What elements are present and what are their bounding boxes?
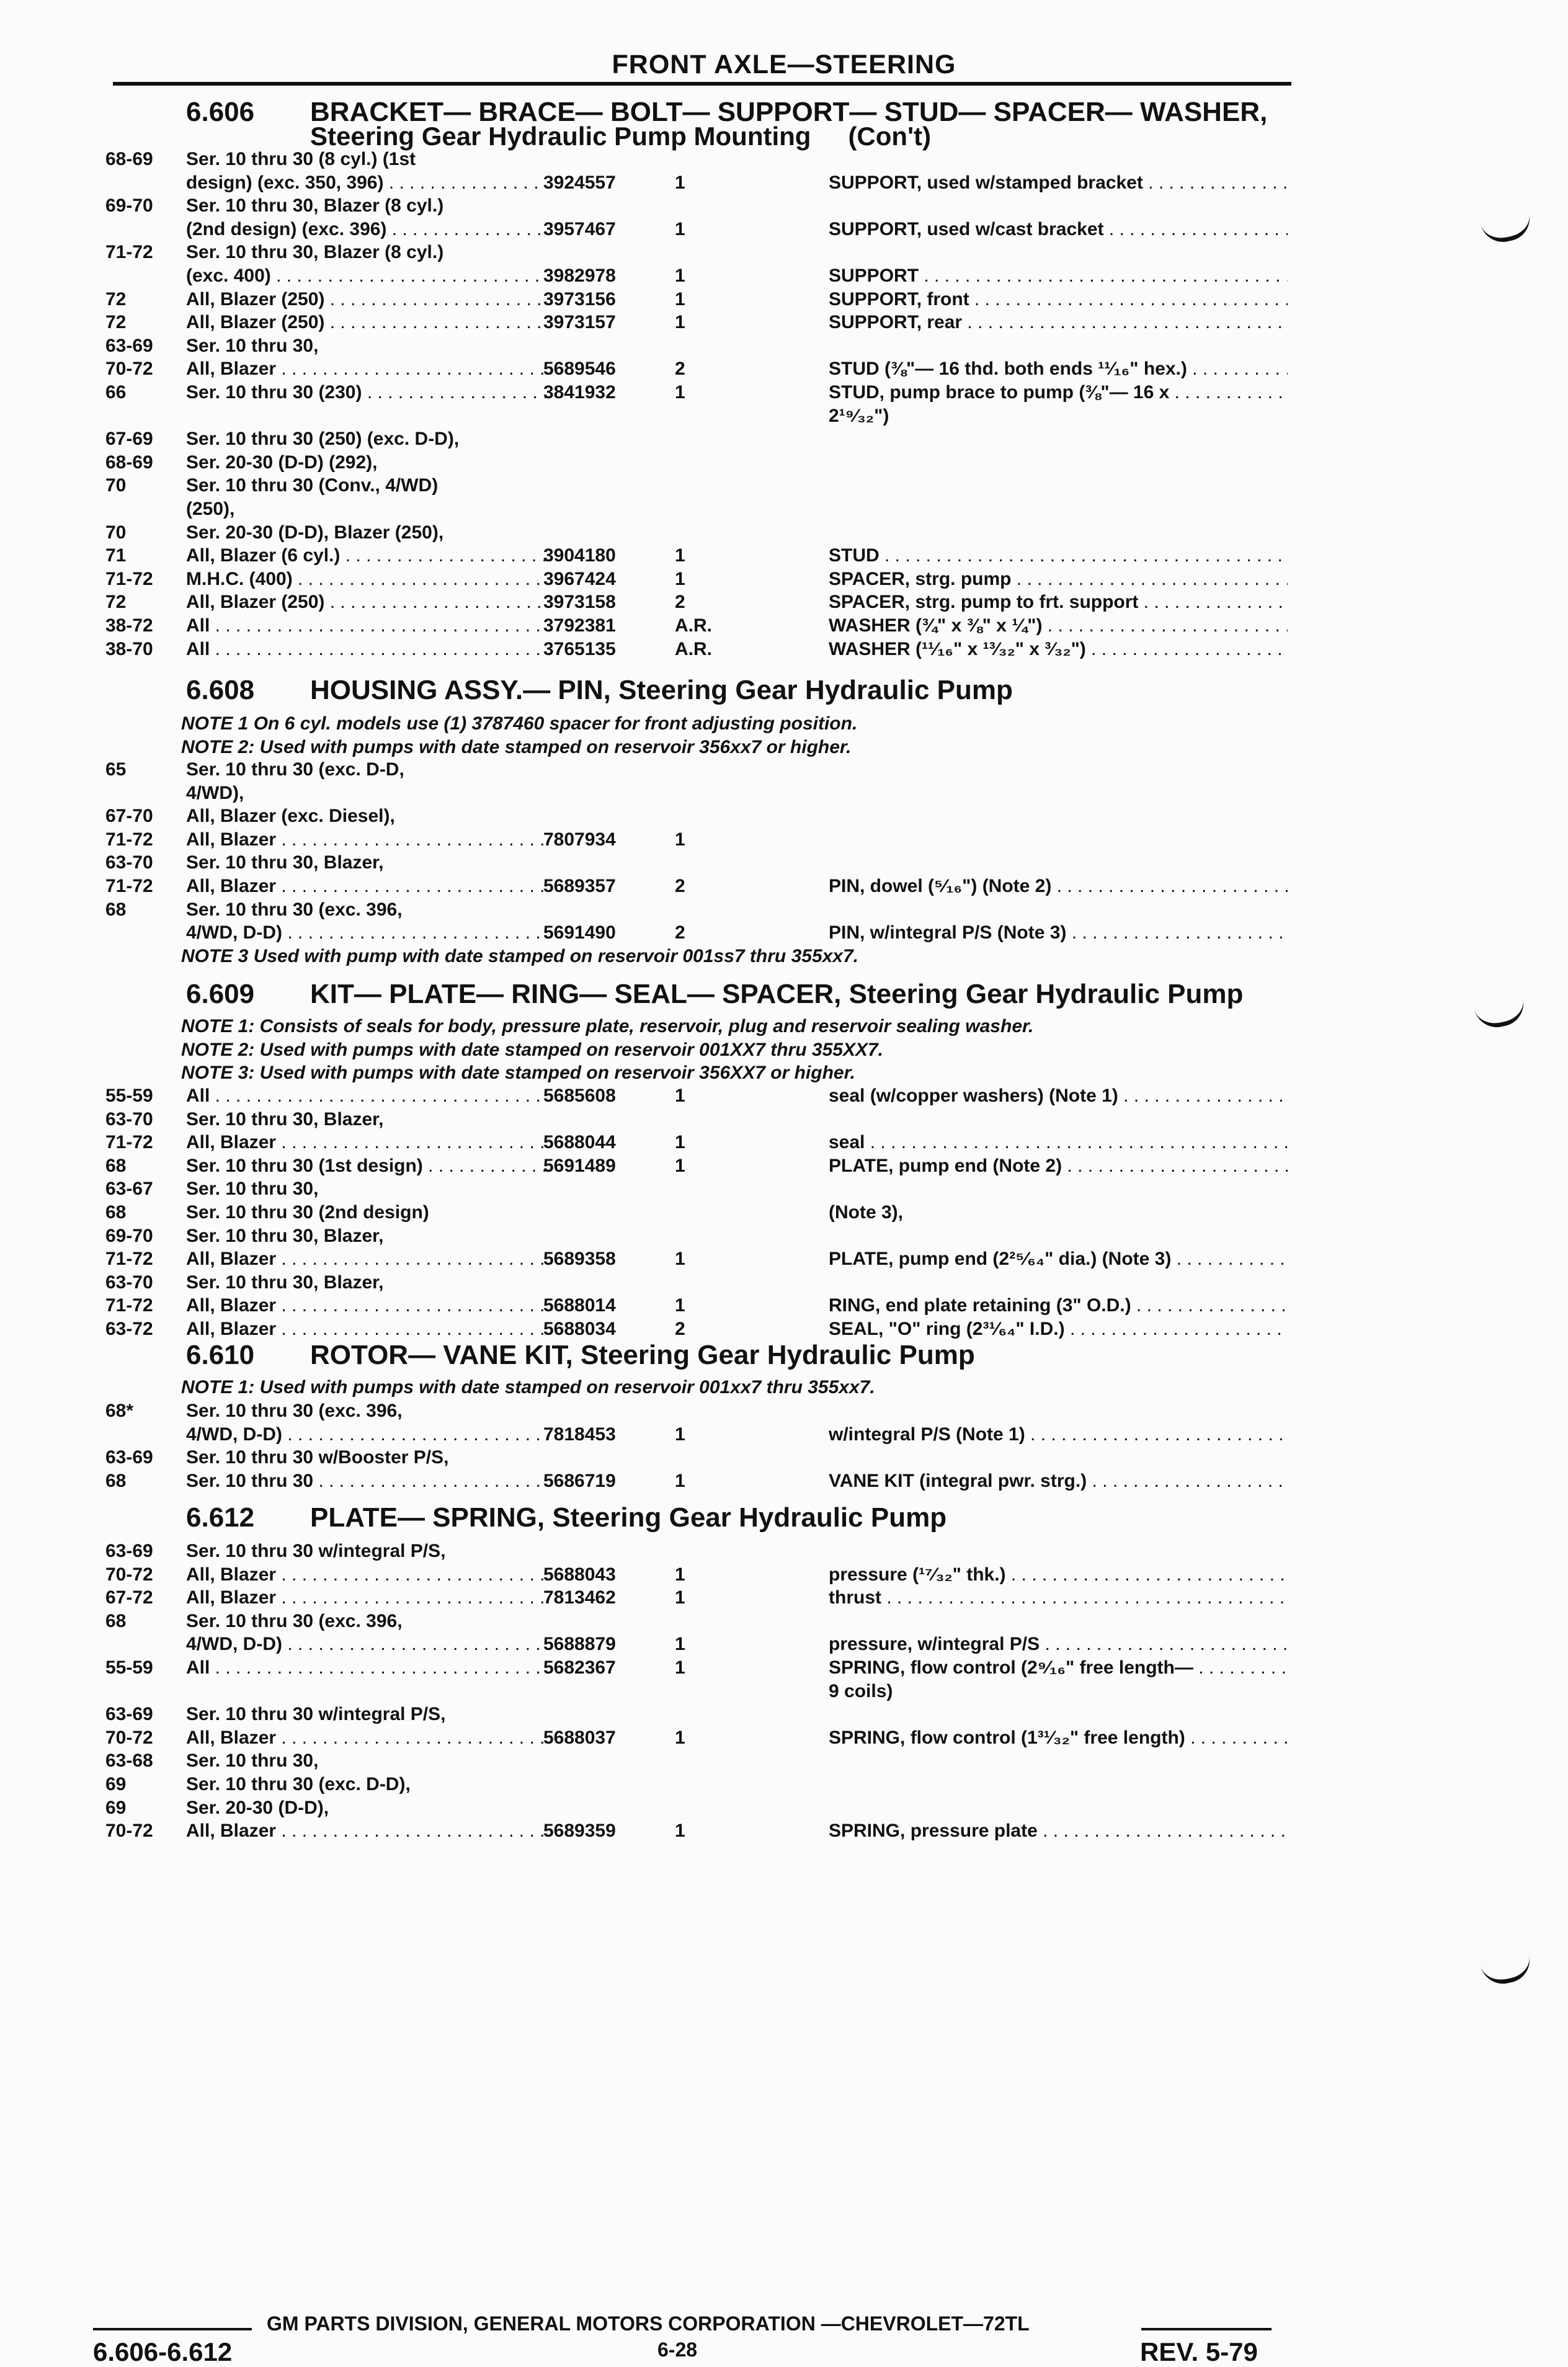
quantity: 1 <box>675 1821 685 1842</box>
part-number: 5688043 <box>543 1564 616 1585</box>
application: All, Blazer . . . <box>186 1132 546 1153</box>
application: Ser. 20-30 (D-D), <box>186 1797 329 1818</box>
application: All, Blazer . . . <box>186 1249 546 1270</box>
part-description: thrust . . . <box>829 1587 1288 1608</box>
parts-row <box>0 1085 1568 1109</box>
parts-row <box>0 149 1568 172</box>
parts-row <box>0 1249 1568 1272</box>
model-years: 68 <box>105 899 127 920</box>
part-description: WASHER (¾" x ⅜" x ¼") . . . <box>829 615 1288 636</box>
parts-row <box>0 1319 1568 1342</box>
application: All, Blazer (250) . . . <box>186 592 546 613</box>
model-years: 63-67 <box>105 1179 153 1200</box>
parts-row <box>0 265 1568 289</box>
model-years: 71-72 <box>105 876 153 896</box>
quantity: 1 <box>675 545 685 566</box>
part-number: 3982978 <box>543 265 616 286</box>
model-years: 63-69 <box>105 1704 153 1725</box>
section-note: NOTE 2: Used with pumps with date stamped on reservoir 356xx7 or higher. <box>181 736 852 757</box>
parts-row <box>0 922 1568 946</box>
quantity: 1 <box>675 829 685 850</box>
application: All . . . <box>186 1085 546 1107</box>
section-note: NOTE 3: Used with pumps with date stamped on reservoir 356XX7 or higher. <box>181 1063 855 1084</box>
part-description: PLATE, pump end (2²⁵⁄₆₄" dia.) (Note 3) . . . <box>829 1249 1288 1270</box>
model-years: 68-69 <box>105 149 153 169</box>
model-years: 67-70 <box>105 806 153 827</box>
application: M.H.C. (400) . . . <box>186 569 546 590</box>
part-description: pressure (¹⁷⁄₃₂" thk.) . . . <box>829 1564 1288 1585</box>
parts-row <box>0 1798 1568 1821</box>
application: Ser. 10 thru 30 . . . <box>186 1471 546 1492</box>
application: Ser. 10 thru 30, <box>186 1750 319 1772</box>
application: Ser. 10 thru 30 (8 cyl.) (1st <box>186 149 416 169</box>
part-number: 7807934 <box>543 829 616 850</box>
application: Ser. 20-30 (D-D), Blazer (250), <box>186 522 444 543</box>
parts-row <box>0 172 1568 196</box>
parts-row <box>0 1657 1568 1681</box>
application: All, Blazer (6 cyl.) . . . <box>186 545 546 566</box>
parts-row <box>0 1471 1568 1494</box>
parts-row <box>0 615 1568 639</box>
part-number: 5688879 <box>543 1634 616 1655</box>
model-years: 72 <box>105 312 127 333</box>
part-number: 5691489 <box>543 1155 616 1176</box>
part-description: SUPPORT, used w/cast bracket . . . <box>829 219 1288 240</box>
quantity: 2 <box>675 876 685 896</box>
part-description: w/integral P/S (Note 1) . . . <box>829 1424 1288 1445</box>
part-description: PIN, w/integral P/S (Note 3) . . . <box>829 922 1288 943</box>
part-description: SPACER, strg. pump . . . <box>829 569 1288 590</box>
application: (exc. 400) . . . <box>186 265 546 287</box>
model-years: 63-70 <box>105 1108 153 1130</box>
application: Ser. 10 thru 30, Blazer (8 cyl.) <box>186 242 444 263</box>
part-number: 3904180 <box>543 545 616 566</box>
application: design) (exc. 350, 396) . . . <box>186 172 546 194</box>
section-title: BRACKET— BRACE— BOLT— SUPPORT— STUD— SPACER— WASHER, <box>310 97 1268 127</box>
part-description: WASHER (¹¹⁄₁₆" x ¹³⁄₃₂" x ³⁄₃₂") . . . <box>829 639 1288 660</box>
footer-section-range: 6.606-6.612 <box>93 2337 233 2366</box>
part-number: 3973157 <box>543 312 616 333</box>
quantity: 2 <box>675 1319 685 1339</box>
part-description: PLATE, pump end (Note 2) . . . <box>829 1156 1288 1177</box>
model-years: 71-72 <box>105 1249 153 1270</box>
quantity: 2 <box>675 359 685 380</box>
parts-row <box>0 1226 1568 1249</box>
application: All . . . <box>186 1657 546 1678</box>
part-description: STUD (⅜"— 16 thd. both ends ¹¹⁄₁₆" hex.) . . . <box>829 359 1288 380</box>
part-description: SUPPORT, front . . . <box>829 289 1288 310</box>
part-number: 5688044 <box>543 1132 616 1153</box>
part-number: 3765135 <box>543 638 616 659</box>
part-description: SPRING, flow control (2⁹⁄₁₆" free length— . . . <box>829 1657 1288 1678</box>
section-subtitle-line <box>310 122 931 151</box>
part-number: 7818453 <box>543 1424 616 1445</box>
margin-mark <box>1481 1955 1534 1988</box>
parts-row <box>0 1704 1568 1727</box>
application: All, Blazer . . . <box>186 1727 546 1749</box>
part-number: 3973156 <box>543 288 616 310</box>
parts-row <box>0 569 1568 592</box>
parts-row <box>0 1774 1568 1798</box>
footer-page-number: 6-28 <box>657 2338 698 2361</box>
parts-row <box>0 429 1568 452</box>
part-number: 5689357 <box>543 876 616 896</box>
parts-row <box>0 1681 1568 1705</box>
model-years: 69 <box>105 1797 127 1818</box>
section-note: NOTE 3 Used with pump with date stamped on reservoir 001ss7 thru 355xx7. <box>181 945 859 966</box>
parts-row <box>0 1179 1568 1202</box>
application: Ser. 10 thru 30, Blazer, <box>186 852 384 873</box>
quantity: 1 <box>675 218 685 239</box>
section-number: 6.612 <box>186 1502 255 1533</box>
application: Ser. 10 thru 30, <box>186 335 319 356</box>
part-description: seal . . . <box>829 1132 1288 1153</box>
model-years: 71-72 <box>105 1132 153 1153</box>
application: All, Blazer . . . <box>186 359 546 380</box>
parts-row <box>0 452 1568 476</box>
part-description: SUPPORT, rear . . . <box>829 312 1288 333</box>
quantity: 1 <box>675 288 685 310</box>
model-years: 69-70 <box>105 1225 153 1246</box>
model-years: 70-72 <box>105 1727 153 1748</box>
parts-row <box>0 852 1568 876</box>
section-title: ROTOR— VANE KIT, Steering Gear Hydraulic Pump <box>310 1340 975 1370</box>
application: Ser. 10 thru 30 (exc. 396, <box>186 1401 403 1421</box>
footer-revision: REV. 5-79 <box>1140 2337 1258 2366</box>
model-years: 65 <box>105 759 127 780</box>
model-years: 70 <box>105 475 127 496</box>
model-years: 63-69 <box>105 1541 153 1561</box>
part-description: STUD, pump brace to pump (⅜"— 16 x . . . <box>829 382 1288 403</box>
quantity: A.R. <box>675 615 712 636</box>
continued-label: (Con't) <box>848 122 932 151</box>
model-years: 38-72 <box>105 615 153 636</box>
parts-row <box>0 242 1568 265</box>
part-number: 7813462 <box>543 1587 616 1608</box>
part-number: 5691490 <box>543 922 616 943</box>
quantity: 1 <box>675 1295 685 1316</box>
quantity: 1 <box>675 1249 685 1270</box>
part-description: STUD . . . <box>829 545 1288 566</box>
parts-row <box>0 545 1568 569</box>
section-title: HOUSING ASSY.— PIN, Steering Gear Hydraulic Pump <box>310 675 1013 705</box>
application: All, Blazer . . . <box>186 1295 546 1316</box>
parts-row <box>0 1401 1568 1424</box>
application: All, Blazer . . . <box>186 829 546 850</box>
application: All, Blazer . . . <box>186 1821 546 1842</box>
part-description: SPRING, flow control (1³¹⁄₃₂" free length) . . . <box>829 1727 1288 1749</box>
quantity: A.R. <box>675 638 712 659</box>
model-years: 69-70 <box>105 195 153 216</box>
model-years: 38-70 <box>105 638 153 659</box>
parts-row <box>0 195 1568 219</box>
section-heading <box>186 675 1013 706</box>
section-title: KIT— PLATE— RING— SEAL— SPACER, Steering Gear Hydraulic Pump <box>310 979 1244 1009</box>
application: All, Blazer . . . <box>186 1319 546 1340</box>
part-description: seal (w/copper washers) (Note 1) . . . <box>829 1085 1288 1107</box>
model-years: 55-59 <box>105 1657 153 1678</box>
footer-rule-left <box>93 2328 252 2330</box>
parts-row <box>0 1587 1568 1611</box>
parts-row <box>0 359 1568 382</box>
quantity: 1 <box>675 568 685 589</box>
model-years: 55-59 <box>105 1085 153 1106</box>
parts-row <box>0 219 1568 243</box>
part-description: PIN, dowel (⁵⁄₁₆") (Note 2) . . . <box>829 876 1288 897</box>
part-number: 5682367 <box>543 1657 616 1678</box>
application: Ser. 10 thru 30 (2nd design) <box>186 1202 429 1223</box>
model-years: 69 <box>105 1774 127 1794</box>
section-note: NOTE 1: Consists of seals for body, pressure plate, reservoir, plug and reservoir sealing washer. <box>181 1016 1034 1036</box>
section-subtitle: Steering Gear Hydraulic Pump Mounting <box>310 122 811 151</box>
part-number: 3924557 <box>543 172 616 193</box>
model-years: 68 <box>105 1155 127 1176</box>
part-description: 2¹⁹⁄₃₂") <box>829 405 889 426</box>
parts-row <box>0 1564 1568 1588</box>
section-note: NOTE 1 On 6 cyl. models use (1) 3787460 spacer for front adjusting position. <box>181 713 858 734</box>
model-years: 67-72 <box>105 1587 153 1608</box>
application: (2nd design) (exc. 396) . . . <box>186 219 546 240</box>
parts-row <box>0 806 1568 829</box>
quantity: 1 <box>675 1470 685 1491</box>
application: Ser. 10 thru 30 (230) . . . <box>186 382 546 403</box>
parts-row <box>0 1295 1568 1319</box>
part-number: 5689358 <box>543 1249 616 1270</box>
parts-row <box>0 1634 1568 1657</box>
parts-row <box>0 1132 1568 1156</box>
application: 4/WD, D-D) . . . <box>186 922 546 943</box>
part-description: RING, end plate retaining (3" O.D.) . . . <box>829 1295 1288 1316</box>
quantity: 1 <box>675 172 685 193</box>
part-number: 5688034 <box>543 1319 616 1339</box>
model-years: 63-69 <box>105 335 153 356</box>
quantity: 1 <box>675 265 685 286</box>
part-number: 5688014 <box>543 1295 616 1316</box>
section-number: 6.610 <box>186 1340 255 1370</box>
part-number: 3792381 <box>543 615 616 636</box>
model-years: 68 <box>105 1610 127 1631</box>
part-description: (Note 3), <box>829 1202 903 1223</box>
model-years: 71 <box>105 545 127 566</box>
application: (250), <box>186 499 235 519</box>
application: Ser. 10 thru 30, <box>186 1179 319 1200</box>
model-years: 67-69 <box>105 429 153 450</box>
application: Ser. 10 thru 30 (250) (exc. D-D), <box>186 429 460 450</box>
model-years: 71-72 <box>105 1295 153 1316</box>
model-years: 70-72 <box>105 1821 153 1842</box>
section-number: 6.606 <box>186 97 255 127</box>
parts-row <box>0 336 1568 359</box>
parts-row <box>0 382 1568 406</box>
quantity: 1 <box>675 382 685 403</box>
quantity: 1 <box>675 1424 685 1445</box>
part-number: 5688037 <box>543 1727 616 1748</box>
section-title: PLATE— SPRING, Steering Gear Hydraulic Pump <box>310 1502 947 1533</box>
application: Ser. 10 thru 30 (exc. D-D), <box>186 1774 411 1794</box>
application: All, Blazer (exc. Diesel), <box>186 806 395 827</box>
parts-row <box>0 1541 1568 1564</box>
application: 4/WD, D-D) . . . <box>186 1424 546 1445</box>
footer-rule-right <box>1141 2328 1272 2330</box>
application: All, Blazer . . . <box>186 1564 546 1585</box>
application: Ser. 10 thru 30 w/integral P/S, <box>186 1541 446 1561</box>
parts-row <box>0 406 1568 429</box>
part-description: pressure, w/integral P/S . . . <box>829 1634 1288 1655</box>
application: All . . . <box>186 639 546 660</box>
model-years: 70 <box>105 522 127 543</box>
application: All, Blazer (250) . . . <box>186 289 546 310</box>
part-number: 3957467 <box>543 218 616 239</box>
part-number: 3967424 <box>543 568 616 589</box>
application: Ser. 10 thru 30 (exc. 396, <box>186 899 403 920</box>
parts-row <box>0 312 1568 336</box>
part-number: 5689546 <box>543 359 616 380</box>
section-heading <box>186 1340 975 1371</box>
parts-row <box>0 1424 1568 1448</box>
quantity: 1 <box>675 1657 685 1678</box>
application: Ser. 10 thru 30 (Conv., 4/WD) <box>186 475 439 496</box>
part-number: 5689359 <box>543 1821 616 1842</box>
part-description: SUPPORT, used w/stamped bracket . . . <box>829 172 1288 194</box>
application: All, Blazer (250) . . . <box>186 312 546 333</box>
parts-row <box>0 475 1568 499</box>
section-number: 6.608 <box>186 675 255 705</box>
model-years: 63-72 <box>105 1319 153 1339</box>
application: All . . . <box>186 615 546 636</box>
parts-row <box>0 1447 1568 1471</box>
part-description: SEAL, "O" ring (2³¹⁄₆₄" I.D.) . . . <box>829 1319 1288 1340</box>
parts-row <box>0 759 1568 783</box>
quantity: 1 <box>675 1727 685 1748</box>
parts-row <box>0 876 1568 899</box>
model-years: 63-69 <box>105 1447 153 1468</box>
parts-row <box>0 1750 1568 1774</box>
model-years: 70-72 <box>105 1564 153 1585</box>
section-note: NOTE 2: Used with pumps with date stamped on reservoir 001XX7 thru 355XX7. <box>181 1039 883 1060</box>
application: All, Blazer . . . <box>186 876 546 897</box>
parts-row <box>0 1272 1568 1296</box>
quantity: 2 <box>675 922 685 943</box>
model-years: 63-70 <box>105 1272 153 1293</box>
application: Ser. 10 thru 30, Blazer, <box>186 1272 384 1293</box>
margin-mark <box>1474 999 1528 1032</box>
part-number: 5686719 <box>543 1470 616 1491</box>
parts-row <box>0 829 1568 853</box>
application: 4/WD, D-D) . . . <box>186 1634 546 1655</box>
parts-row <box>0 899 1568 923</box>
model-years: 70-72 <box>105 359 153 380</box>
section-heading <box>186 979 1243 1010</box>
part-description: SPACER, strg. pump to frt. support . . . <box>829 592 1288 613</box>
parts-row <box>0 1727 1568 1751</box>
part-description: SPRING, pressure plate . . . <box>829 1821 1288 1842</box>
part-number: 3841932 <box>543 382 616 403</box>
section-heading <box>186 1502 947 1533</box>
application: 4/WD), <box>186 782 244 803</box>
quantity: 1 <box>675 1132 685 1153</box>
header-rule <box>113 82 1291 86</box>
application: Ser. 10 thru 30 w/integral P/S, <box>186 1704 446 1725</box>
part-number: 3973158 <box>543 592 616 613</box>
parts-row <box>0 1611 1568 1634</box>
part-description: SUPPORT . . . <box>829 265 1288 287</box>
application: Ser. 20-30 (D-D) (292), <box>186 452 378 473</box>
footer-publisher: GM PARTS DIVISION, GENERAL MOTORS CORPORATION —CHEVROLET—72TL <box>267 2312 1030 2335</box>
quantity: 1 <box>675 1587 685 1608</box>
application: All, Blazer . . . <box>186 1587 546 1608</box>
section-note: NOTE 1: Used with pumps with date stamped on reservoir 001xx7 thru 355xx7. <box>181 1377 875 1397</box>
application: Ser. 10 thru 30 (1st design) . . . <box>186 1156 546 1177</box>
parts-row <box>0 1821 1568 1844</box>
model-years: 71-72 <box>105 242 153 263</box>
model-years: 72 <box>105 288 127 310</box>
model-years: 71-72 <box>105 568 153 589</box>
parts-row <box>0 1109 1568 1133</box>
model-years: 68 <box>105 1202 127 1223</box>
quantity: 1 <box>675 1155 685 1176</box>
model-years: 71-72 <box>105 829 153 850</box>
model-years: 72 <box>105 592 127 613</box>
quantity: 1 <box>675 1564 685 1585</box>
quantity: 2 <box>675 592 685 613</box>
section-number: 6.609 <box>186 979 255 1009</box>
model-years: 68* <box>105 1401 134 1421</box>
page-title: FRONT AXLE—STEERING <box>612 50 956 79</box>
parts-row <box>0 499 1568 522</box>
quantity: 1 <box>675 312 685 333</box>
model-years: 63-68 <box>105 1750 153 1772</box>
model-years: 68 <box>105 1470 127 1491</box>
model-years: 68-69 <box>105 452 153 473</box>
application: Ser. 10 thru 30, Blazer, <box>186 1108 384 1130</box>
parts-row <box>0 639 1568 662</box>
model-years: 66 <box>105 382 127 403</box>
application: Ser. 10 thru 30 (exc. 396, <box>186 1610 403 1631</box>
application: Ser. 10 thru 30 w/Booster P/S, <box>186 1447 449 1468</box>
quantity: 1 <box>675 1085 685 1106</box>
application: Ser. 10 thru 30 (exc. D-D, <box>186 759 404 780</box>
parts-row <box>0 289 1568 313</box>
parts-row <box>0 1156 1568 1179</box>
model-years: 63-70 <box>105 852 153 873</box>
application: Ser. 10 thru 30, Blazer (8 cyl.) <box>186 195 444 216</box>
parts-row <box>0 522 1568 546</box>
parts-row <box>0 592 1568 615</box>
part-description: VANE KIT (integral pwr. strg.) . . . <box>829 1471 1288 1492</box>
parts-row <box>0 783 1568 806</box>
part-description: 9 coils) <box>829 1680 893 1701</box>
part-number: 5685608 <box>543 1085 616 1106</box>
quantity: 1 <box>675 1634 685 1655</box>
application: Ser. 10 thru 30, Blazer, <box>186 1225 384 1246</box>
parts-row <box>0 1202 1568 1226</box>
